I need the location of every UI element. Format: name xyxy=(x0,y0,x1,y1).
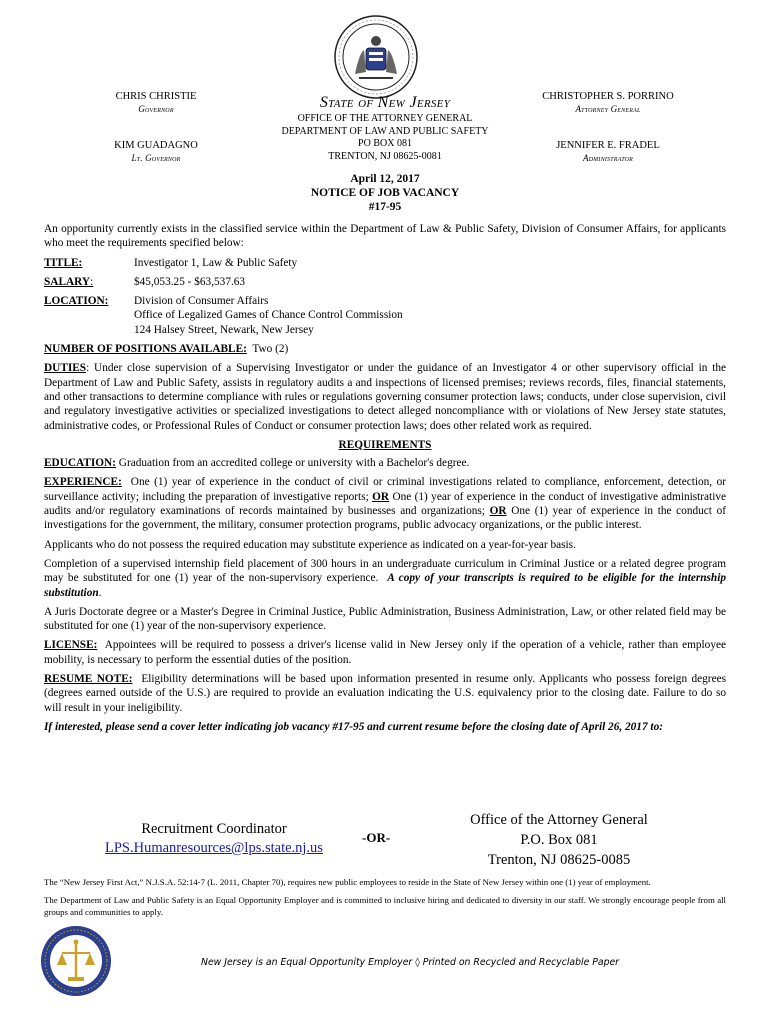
duties-paragraph xyxy=(44,361,726,432)
address-pobox: P.O. Box 081 xyxy=(520,832,598,848)
office-line: TRENTON, NJ 08625-0081 xyxy=(328,150,442,162)
mailing-address xyxy=(449,810,669,870)
notice-number: #17-95 xyxy=(368,201,402,213)
title-label: TITLE: xyxy=(44,256,83,269)
email-link[interactable]: LPS.Humanresources@lps.state.nj.us xyxy=(105,840,323,856)
resume-label: RESUME NOTE: xyxy=(44,673,133,686)
experience-text: One (1) year of experience in the conduct of investigative administrative audits and/or regulatory examinations of records maintained by businesses and organizations; xyxy=(44,490,726,518)
positions-label: NUMBER OF POSITIONS AVAILABLE: xyxy=(44,343,247,356)
experience-text: One (1) year of experience in the conduct of investigations for the government, the military, consumer protection programs, public advocacy organizations, or the public interest. xyxy=(44,505,726,532)
administrator-name: JENNIFER E. FRADEL xyxy=(556,140,660,151)
address-office: Office of the Attorney General xyxy=(470,812,648,828)
notice-heading xyxy=(200,172,570,214)
education-label: EDUCATION: xyxy=(44,457,116,470)
license-text: Appointees will be required to possess a driver's license valid in New Jersey only if the operation of a vehicle, rather than employee mobility, is necessary to perform the essential duties of the position. xyxy=(44,639,726,666)
experience-paragraph xyxy=(44,475,726,532)
education-text: Graduation from an accredited college or university with a Bachelor's degree. xyxy=(118,457,470,470)
license-label: LICENSE: xyxy=(44,639,98,652)
positions-paragraph xyxy=(44,342,726,356)
recruiter-title: Recruitment Coordinator xyxy=(141,821,287,837)
notice-date: April 12, 2017 xyxy=(350,173,420,185)
salary-value: $45,053.25 - $63,537.63 xyxy=(134,275,246,288)
location-line: Office of Legalized Games of Chance Control Commission xyxy=(134,309,403,322)
office-line: PO BOX 081 xyxy=(358,138,412,149)
first-act-text: The “New Jersey First Act,” N.J.S.A. 52:14-7 (L. 2011, Chapter 70), requires new public employees to reside in the State of New Jersey within one (1) year of employment. xyxy=(44,877,651,887)
office-line: DEPARTMENT OF LAW AND PUBLIC SAFETY xyxy=(281,125,489,137)
location-label: LOCATION: xyxy=(44,295,109,308)
administrator-title: Administrator xyxy=(582,153,634,163)
duties-text: : Under close supervision of a Supervising Investigator or under the guidance of an Investigator 4 or other supervisory official in the Department of Law and Public Safety, assists in regulatory audits a and inspections of licensed premises; reviews records, files, financial statements, and other transactions to determine compliance with rules or regulations governing consumer protection laws; conducts, under close supervision, civil and regulatory investigative activities or specialized investigations to detect alleged noncompliance with or violations of New Jersey state statutes, administrative codes, or Professional Rules of Conduct or consumer protection laws; does other related work as required. xyxy=(44,362,726,432)
experience-text: One (1) year of experience in the conduct of civil or criminal investigations related to compliance, enforcement, detection, or surveillance activity; including the preparation of investigative reports; xyxy=(44,476,727,503)
or-keyword: OR xyxy=(372,490,390,503)
duties-label: DUTIES xyxy=(44,362,87,375)
salary-label: SALARY xyxy=(44,275,91,288)
positions-value: Two (2) xyxy=(252,343,289,356)
contact-block xyxy=(44,810,726,870)
eeo-text: The Department of Law and Public Safety is an Equal Opportunity Employer and is committed to inclusive hiring and dedicated to diversity in our staff. We strongly encourage people from all groups and communities to apply. xyxy=(44,895,726,917)
education-paragraph xyxy=(44,456,726,470)
recruiter-contact xyxy=(94,820,334,858)
lt-governor-name: KIM GUADAGNO xyxy=(114,140,198,151)
attorney-general-name: CHRISTOPHER S. PORRINO xyxy=(542,91,674,102)
governor-name: CHRIS CHRISTIE xyxy=(115,91,197,102)
internship-emphasis: A copy of your transcripts is required to be eligible for the internship substitution xyxy=(44,572,726,599)
internship-paragraph: Completion of a supervised internship field placement of 300 hours in an undergraduate curriculum in Criminal Justice or a related degree program may be substituted for one (1) year of the non-supervisory experience. A copy of your transcripts is required to be eligible for the internship substitution. xyxy=(44,557,726,599)
intro-paragraph: An opportunity currently exists in the classified service within the Department of Law & Public Safety, Division of Consumer Affairs, for applicants who meet the requirements specified below: xyxy=(44,223,726,250)
requirements-heading: REQUIREMENTS xyxy=(338,438,432,451)
attorney-general-title: Attorney General xyxy=(575,104,641,114)
or-separator: -OR- xyxy=(362,830,391,845)
title-row xyxy=(44,256,726,270)
address-city: Trenton, NJ 08625-0085 xyxy=(487,852,631,868)
experience-label: EXPERIENCE: xyxy=(44,476,122,489)
internship-text: Completion of a supervised internship field placement of 300 hours in an undergraduate curriculum in Criminal Justice or a related degree program may be substituted for one (1) year of the non-supervisory experience. xyxy=(44,557,726,585)
salary-row: SALARY: $45,053.25 - $63,537.63 xyxy=(44,275,726,289)
office-address xyxy=(250,113,520,163)
juris-paragraph: A Juris Doctorate degree or a Master's Degree in Criminal Justice, Public Administration, Business Administration, Law, or other related field may be substituted for one (1) year of the non-supervisory experience. xyxy=(44,605,726,633)
location-line: Division of Consumer Affairs xyxy=(134,295,269,308)
license-paragraph xyxy=(44,638,726,667)
location-line: 124 Halsey Street, Newark, New Jersey xyxy=(134,323,314,336)
title-value: Investigator 1, Law & Public Safety xyxy=(134,256,298,269)
resume-paragraph xyxy=(44,672,726,715)
resume-text: Eligibility determinations will be based upon information presented in resume only. Applicants who possess foreign degrees (degrees earned outside of the U.S.) are required to provide an evaluation indicating the U.S. equivalency prior to the closing date. Failure to do so will result in your ineligibility. xyxy=(44,673,726,714)
state-seal-icon xyxy=(333,14,419,100)
state-title: State of New Jersey xyxy=(319,94,451,111)
location-row xyxy=(44,294,726,337)
governor-title: Governor xyxy=(138,104,174,114)
footer-text: New Jersey is an Equal Opportunity Employer ◊ Printed on Recycled and Recyclable Paper xyxy=(200,957,620,968)
attorney-general-seal-icon xyxy=(40,925,112,997)
notice-title: NOTICE OF JOB VACANCY xyxy=(310,187,460,199)
or-keyword: OR xyxy=(489,505,507,518)
substitute-paragraph: Applicants who do not possess the required education may substitute experience as indicated on a year-for-year basis. xyxy=(44,538,576,551)
document-body xyxy=(44,222,726,739)
lt-governor-title: Lt. Governor xyxy=(131,153,181,163)
office-line: OFFICE OF THE ATTORNEY GENERAL xyxy=(297,113,473,124)
instructions-paragraph: If interested, please send a cover letter indicating job vacancy #17-95 and current resume before the closing date of April 26, 2017 to: xyxy=(44,720,663,733)
fine-print xyxy=(44,876,726,924)
